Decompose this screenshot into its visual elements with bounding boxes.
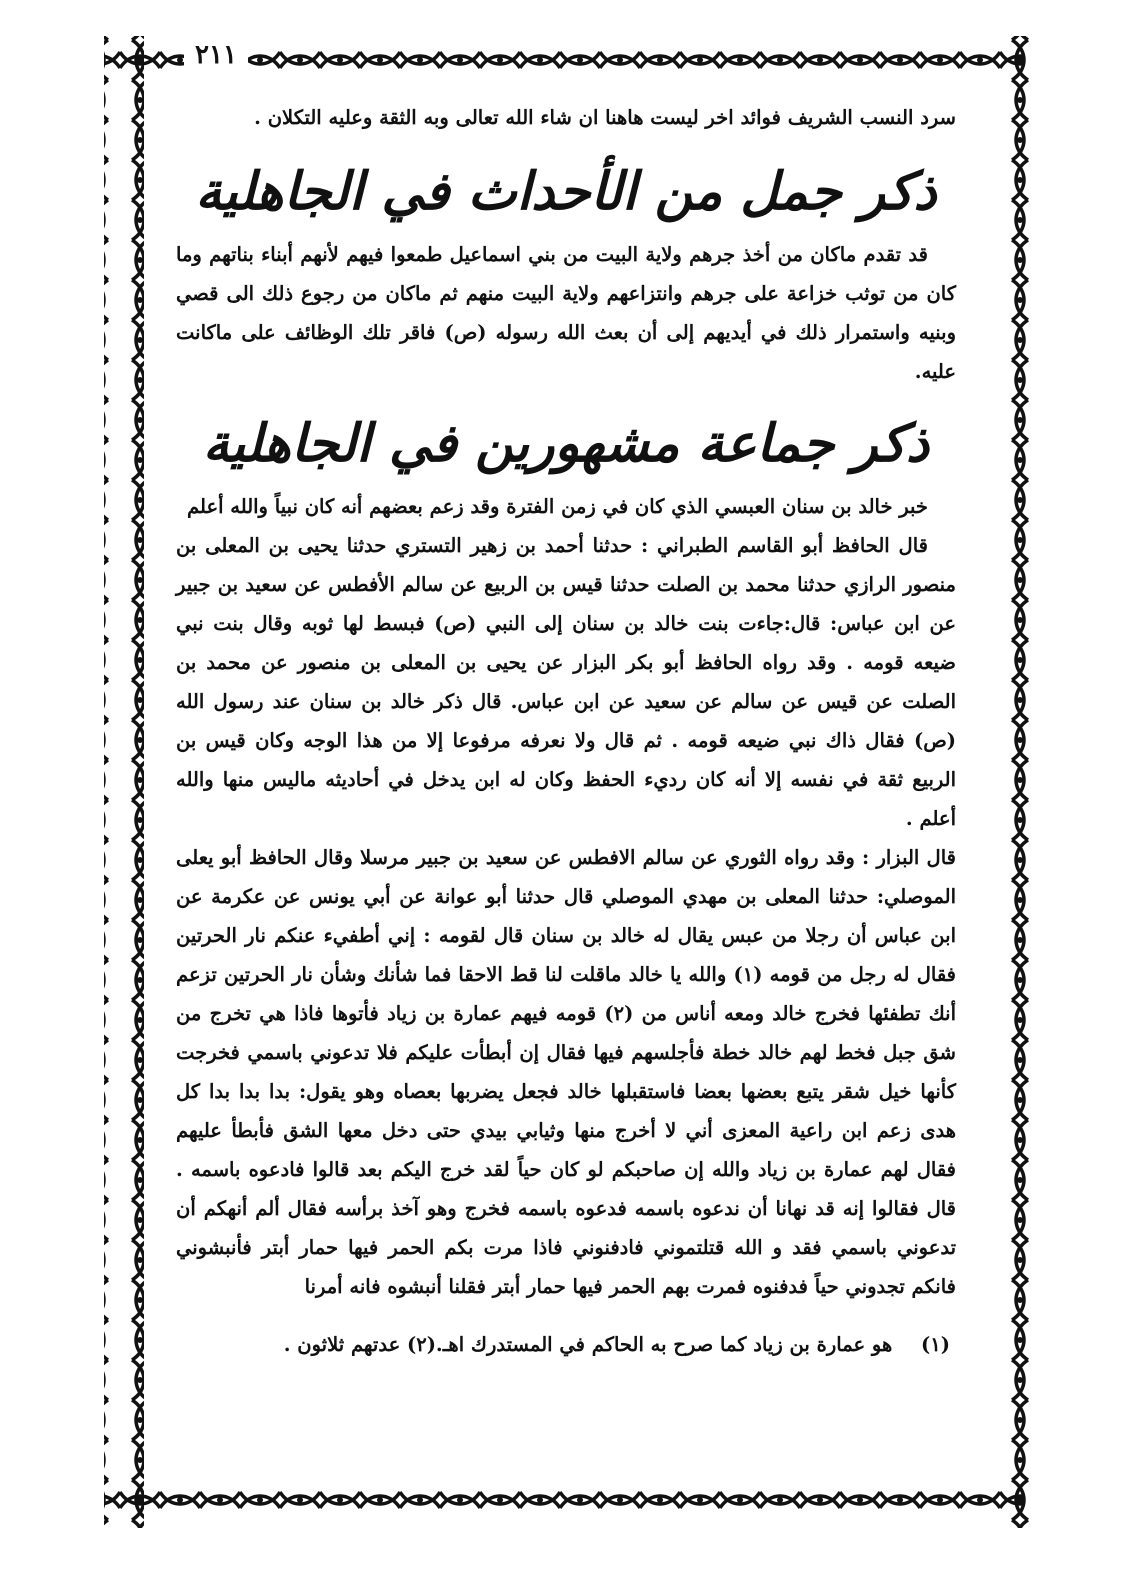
intro-line: سرد النسب الشريف فوائد اخر ليست هاهنا ان شاء الله تعالى وبه الثقة وعليه التكلان . xyxy=(254,106,956,129)
paragraph-events: قد تقدم ماكان من أخذ جرهم ولاية البيت من بني اسماعيل طمعوا فيهم لأنهم أبناء بناتهم وما كان من توثب خزاعة على جرهم وانتزاعهم ولاية البيت منهم ثم ماكان من رجوع ذلك الى قصي وبنيه واستمرار ذلك في أيديهم إلى أن بعث الله رسوله (ص) فاقر تلك الوظائف على ماكانت عليه. xyxy=(176,243,956,383)
footnote-number: (١) xyxy=(921,1333,950,1356)
page-number: ٢١١ xyxy=(184,38,248,72)
page-body xyxy=(176,96,956,1466)
section-heading-events: ذكر جمل من الأحداث في الجاهلية xyxy=(195,161,937,222)
section-heading-famous-people: ذكر جماعة مشهورين في الجاهلية xyxy=(202,413,930,474)
footnotes xyxy=(176,1328,956,1362)
paragraph-bazzar-narration: قال البزار : وقد رواه الثوري عن سالم الافطس عن سعيد بن جبير مرسلا وقال الحافظ أبو يعلى الموصلي: حدثنا المعلى بن مهدي الموصلي قال حدثنا أبو عوانة عن أبي يونس عن عكرمة عن ابن عباس أن رجلا من عبس يقال له خالد بن سنان قال لقومه : إني أطفيء عنكم نار الحرتين فقال له رجل من قومه (١) والله يا خالد ماقلت لنا قط الاحقا فما شأنك وشأن نار الحرتين تزعم أنك تطفئها فخرج خالد ومعه أناس من (٢) قومه فيهم عمارة بن زياد فأتوها فاذا هي تخرج من شق جبل فخط لهم خالد خطة فأجلسهم فيها فقال إن أبطأت عليكم فلا تدعوني باسمي فخرجت كأنها خيل شقر يتبع بعضها بعضا فاستقبلها خالد فجعل يضربها بعصاه وهو يقول: بدا بدا بدا كل هدى زعم ابن راعية المعزى أني لا أخرج منها وثيابي بيدي حتى دخل معها الشق فأبطأ عليهم فقال لهم عمارة بن زياد والله إن صاحبكم لو كان حياً لقد خرج اليكم بعد قالوا فادعوه باسمه . قال فقالوا إنه قد نهانا أن ندعوه باسمه فدعوه باسمه فخرج وهو آخذ برأسه فقال ألم أنهكم أن تدعوني باسمي فقد و الله قتلتموني فادفنوني فاذا مرت بكم الحمر فيها حمار أبتر فأنبشوني فانكم تجدوني حياً فدفنوه فمرت بهم الحمر فيها حمار أبتر فقلنا أنبشوه فانه أمرنا xyxy=(176,846,956,1298)
footnote-text: هو عمارة بن زياد كما صرح به الحاكم في المستدرك اهـ.(٢) عدتهم ثلاثون . xyxy=(283,1333,893,1356)
paragraph-khalid-intro: خبر خالد بن سنان العبسي الذي كان في زمن الفترة وقد زعم بعضهم أنه كان نبياً والله أعلم xyxy=(187,495,928,518)
paragraph-tabarani-narration: قال الحافظ أبو القاسم الطبراني : حدثنا أحمد بن زهير التستري حدثنا يحيى بن المعلى بن منصور الرازي حدثنا محمد بن الصلت حدثنا قيس بن الربيع عن سالم الأفطس عن سعيد بن جبير عن ابن عباس: قال:جاءت بنت خالد بن سنان إلى النبي (ص) فبسط لها ثوبه وقال بنت نبي ضيعه قومه . وقد رواه الحافظ أبو بكر البزار عن يحيى بن المعلى بن منصور عن محمد بن الصلت عن قيس عن سالم عن سعيد عن ابن عباس. قال ذكر خالد بن سنان عند رسول الله (ص) فقال ذاك نبي ضيعه قومه . ثم قال ولا نعرفه مرفوعا إلا من هذا الوجه وكان قيس بن الربيع ثقة في نفسه إلا أنه كان رديء الحفظ وكان له ابن يدخل في أحاديثه ماليس منها والله أعلم . xyxy=(176,534,956,830)
